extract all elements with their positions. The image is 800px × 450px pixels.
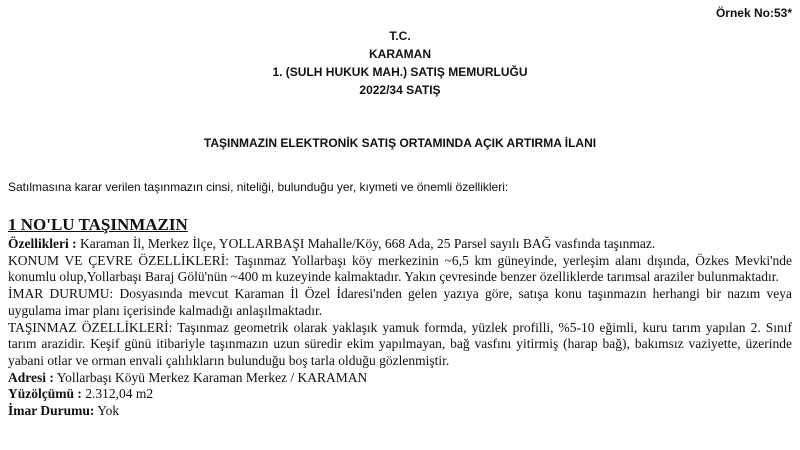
location-paragraph: KONUM VE ÇEVRE ÖZELLİKLERİ: Taşınmaz Yollarbaşı köy merkezinin ~6,5 km güneyinde, yerleşim alanı dışında, Özkes Mevki'nde konumlu olup,Yollarbaşı Baraj Gölü'nün ~400 m kuzeyinde kalmaktadır. Yakın çevresinde benzer özelliklerde tarımsal araziler bulunmaktadır. [8, 252, 792, 285]
features-paragraph [8, 236, 792, 253]
zoning-status-value: Yok [94, 403, 120, 419]
header-case-number: 2022/34 SATIŞ [359, 83, 441, 97]
address-label: Adresi : [8, 369, 54, 385]
address-value: Yollarbaşı Köyü Merkez Karaman Merkez / KARAMAN [53, 369, 368, 385]
header-office: 1. (SULH HUKUK MAH.) SATIŞ MEMURLUĞU [272, 65, 528, 79]
property-details [8, 236, 792, 420]
notice-title: TAŞINMAZIN ELEKTRONİK SATIŞ ORTAMINDA AÇIK ARTIRMA İLANI [203, 136, 597, 150]
features-text: Karaman İl, Merkez İlçe, YOLLARBAŞI Mahalle/Köy, 668 Ada, 25 Parsel sayılı BAĞ vasfında taşınmaz. [76, 236, 656, 251]
header-city: KARAMAN [369, 47, 431, 61]
area-label: Yüzölçümü : [8, 386, 82, 402]
area-line [8, 386, 792, 403]
features-label: Özellikleri : [8, 236, 77, 251]
header-tc: T.C. [389, 29, 411, 43]
characteristics-paragraph: TAŞINMAZ ÖZELLİKLERİ: Taşınmaz geometrik olarak yaklaşık yamuk formda, yüzlek profilli, %5-10 eğimli, kuru tarım yapılan 2. Sınıf tarım arazidir. Keşif günü itibariyle taşınmazın uzun süredir ekim yapılmayan, bağ vasfını yitirmiş (harap bağ), bakımsız vaziyette, üzerinde yabani otlar ve orman envali çalılıkların bulunduğu boş tarla olduğu gözlenmiştir. [8, 319, 792, 368]
property-heading: 1 NO'LU TAŞINMAZIN [8, 215, 188, 234]
zoning-status-line [8, 403, 792, 420]
intro-text: Satılmasına karar verilen taşınmazın cinsi, niteliği, bulunduğu yer, kıymeti ve önemli özellikleri: [8, 180, 509, 194]
address-line [8, 370, 792, 387]
area-value: 2.312,04 m2 [81, 386, 154, 402]
form-number: Örnek No:53* [715, 6, 792, 20]
zoning-status-label: İmar Durumu: [8, 403, 95, 419]
zoning-paragraph: İMAR DURUMU: Dosyasında mevcut Karaman İl Özel İdaresi'nden gelen yazıya göre, satışa konu taşınmazın herhangi bir nazım veya uygulama imar planı içerisinde kalmadığı anlaşılmaktadır. [8, 286, 792, 318]
